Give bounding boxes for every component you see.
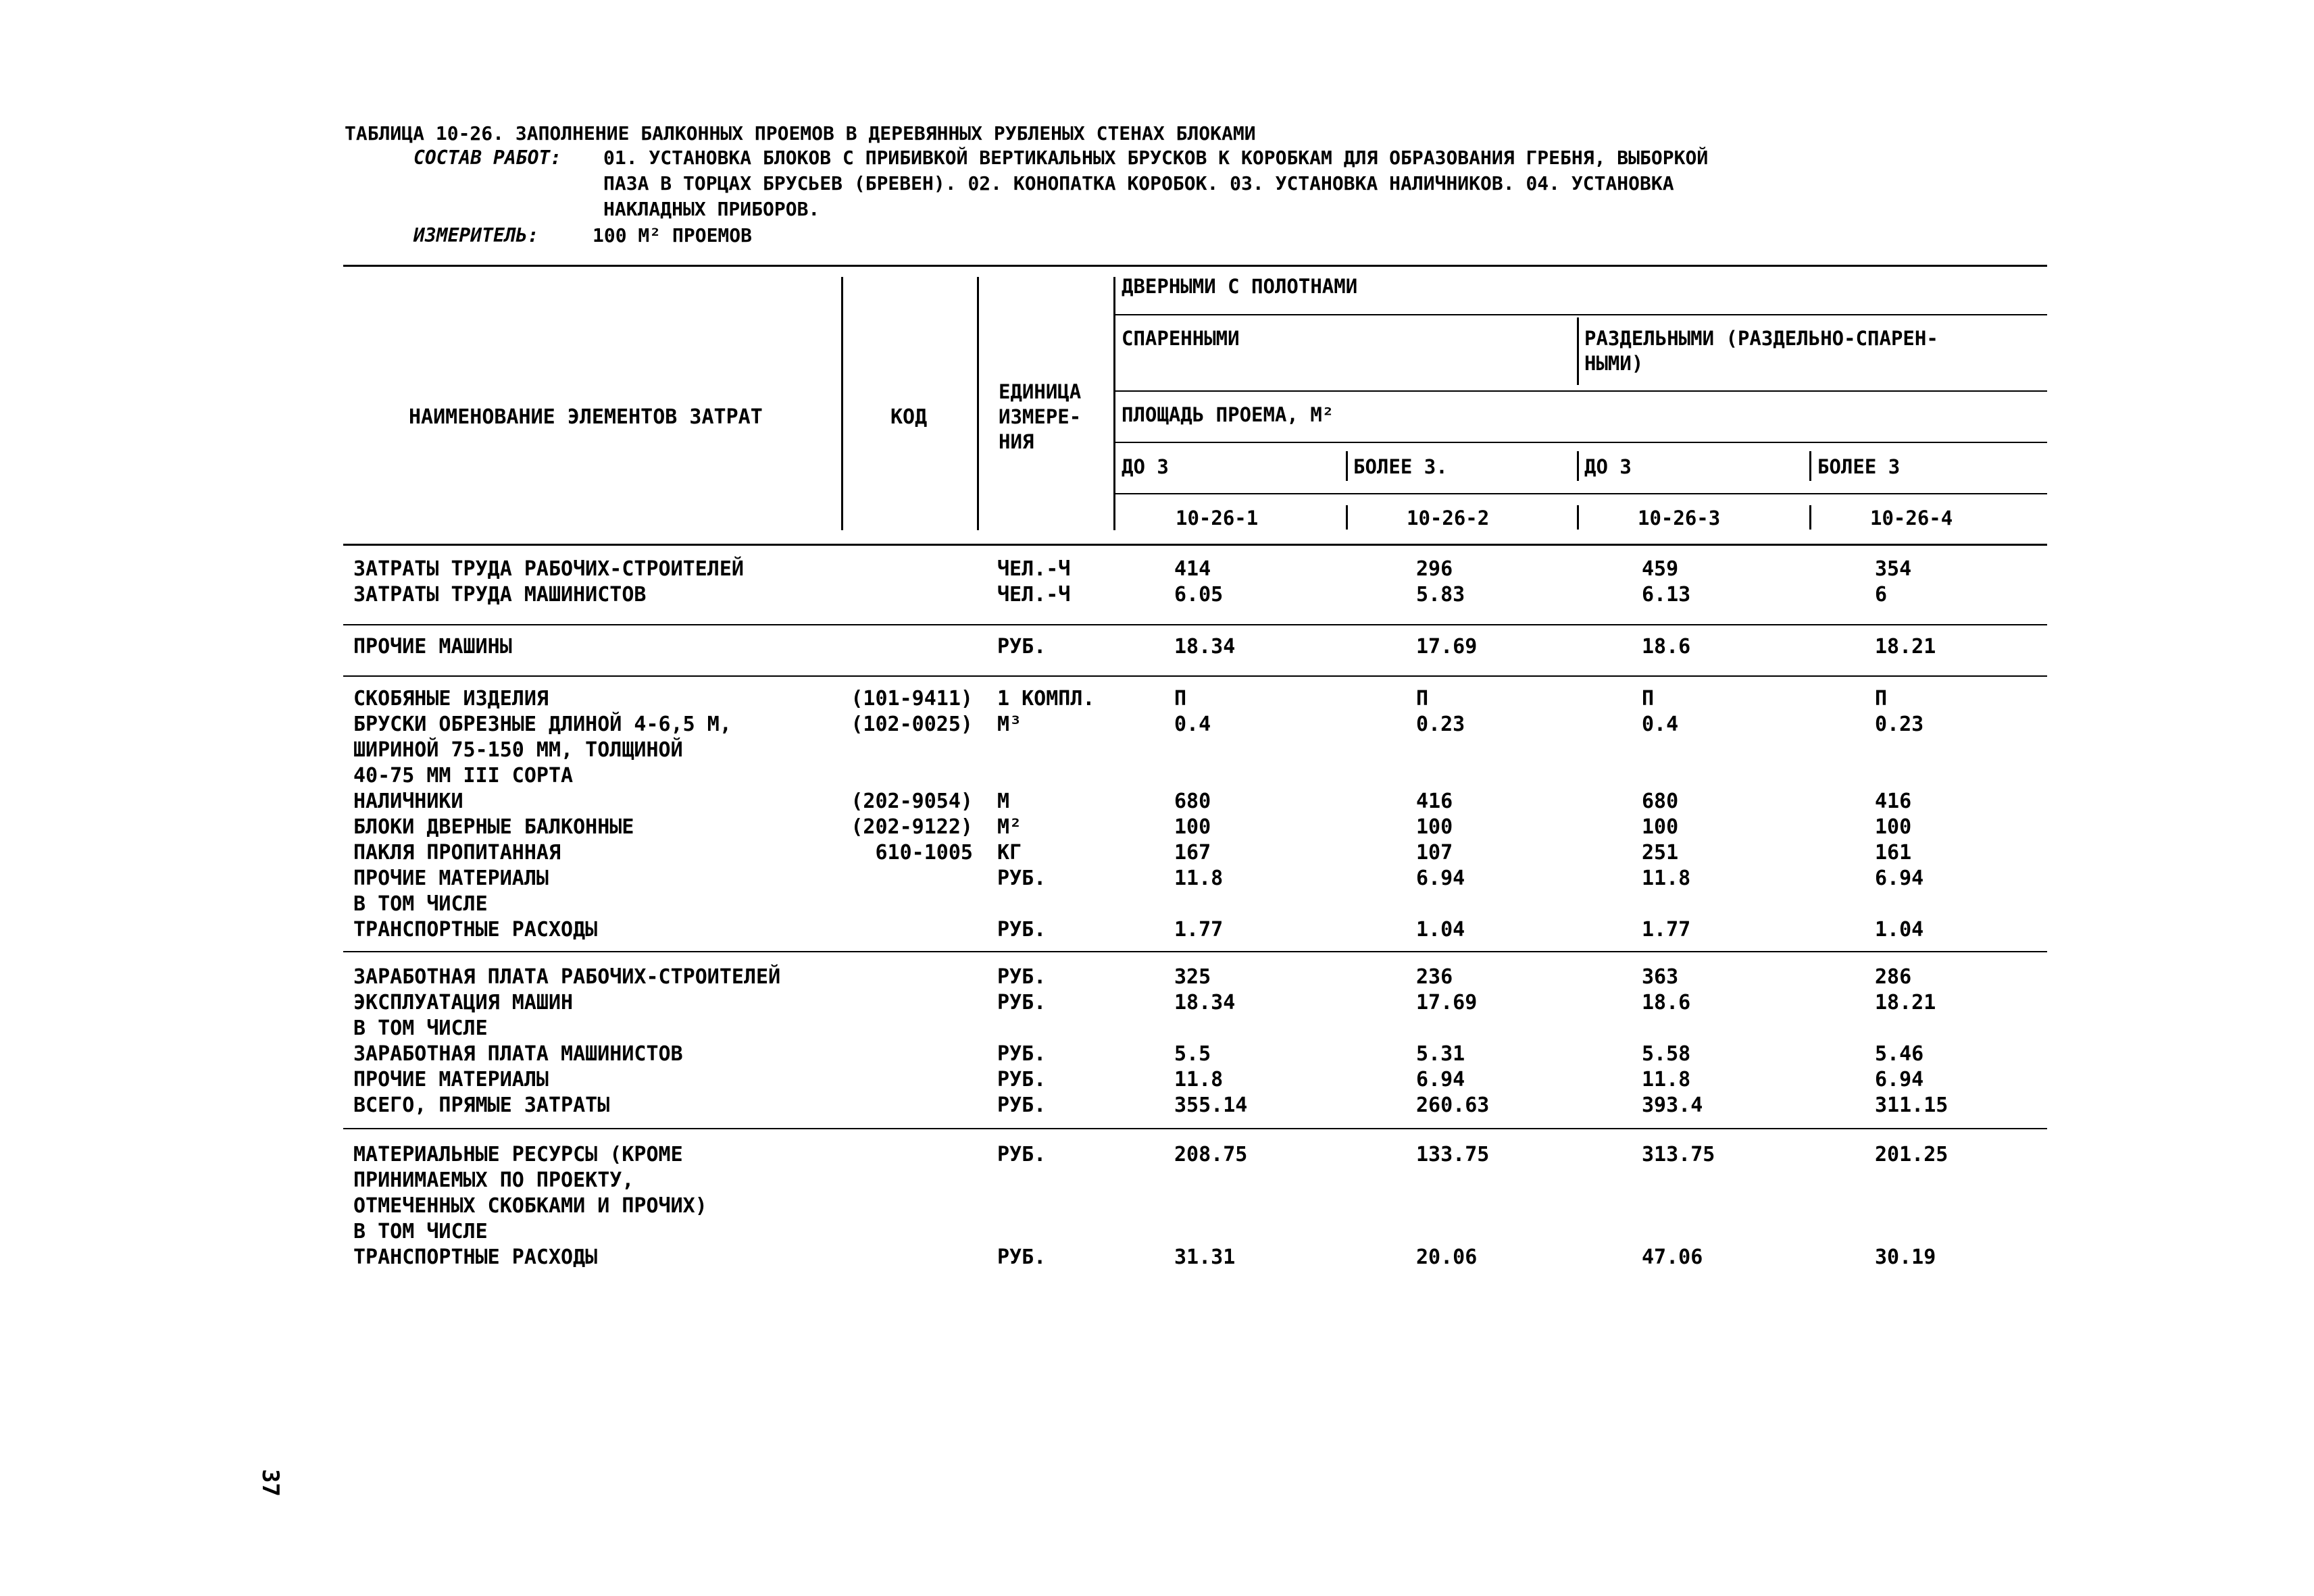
row-value-2: 17.69: [1416, 991, 1478, 1014]
row-unit: РУБ.: [997, 965, 1047, 989]
row-name: ЗАРАБОТНАЯ ПЛАТА РАБОЧИХ-СТРОИТЕЛЕЙ: [353, 965, 781, 989]
header-vline-code: [841, 277, 843, 530]
row-value-4: 18.21: [1875, 635, 1936, 659]
header-vline-separate: [1577, 317, 1579, 385]
header-range-4: БОЛЕЕ 3: [1817, 455, 1901, 478]
row-code: (202-9122): [851, 815, 973, 839]
row-value-1: 11.8: [1174, 867, 1224, 890]
row-value-1: 6.05: [1174, 583, 1224, 607]
header-range-2: БОЛЕЕ 3.: [1353, 455, 1448, 478]
row-value-1: 100: [1174, 815, 1211, 839]
row-name: БРУСКИ ОБРЕЗНЫЕ ДЛИНОЙ 4-6,5 М,: [353, 713, 732, 736]
page-number: 37: [257, 1469, 284, 1497]
header-area: ПЛОЩАДЬ ПРОЕМА, М²: [1122, 403, 1334, 426]
row-unit: КГ: [997, 841, 1022, 865]
header-vline-range-2: [1346, 451, 1348, 481]
row-value-2: 17.69: [1416, 635, 1478, 659]
row-unit: ЧЕЛ.-Ч: [997, 583, 1071, 607]
row-value-4: 0.23: [1875, 713, 1924, 736]
row-value-4: 286: [1875, 965, 1912, 989]
row-value-1: 5.5: [1174, 1042, 1211, 1066]
header-vline-unit: [977, 277, 979, 530]
row-unit: РУБ.: [997, 991, 1047, 1014]
row-code: (101-9411): [851, 687, 973, 711]
row-value-4: 100: [1875, 815, 1912, 839]
row-value-3: 251: [1642, 841, 1679, 865]
row-value-2: 296: [1416, 557, 1453, 581]
row-value-1: П: [1174, 687, 1187, 711]
row-name: В ТОМ ЧИСЛЕ: [353, 892, 488, 916]
row-value-1: 1.77: [1174, 918, 1224, 942]
row-name: МАТЕРИАЛЬНЫЕ РЕСУРСЫ (КРОМЕ: [353, 1143, 683, 1166]
header-rule-type: [1115, 390, 2047, 392]
row-unit: М²: [997, 815, 1022, 839]
row-name: ПРОЧИЕ МАШИНЫ: [353, 635, 512, 659]
row-code: (202-9054): [851, 790, 973, 813]
row-value-2: 0.23: [1416, 713, 1465, 736]
header-vline-code-4: [1809, 505, 1811, 530]
row-name: ЗАРАБОТНАЯ ПЛАТА МАШИНИСТОВ: [353, 1042, 683, 1066]
row-value-1: 414: [1174, 557, 1211, 581]
header-vline-code-3: [1577, 505, 1579, 530]
row-value-2: 6.94: [1416, 1068, 1465, 1091]
sostav-line-2: ПАЗА В ТОРЦАХ БРУСЬЕВ (БРЕВЕН). 02. КОНОПАТКА КОРОБОК. 03. УСТАНОВКА НАЛИЧНИКОВ. 04. УСТАНОВКА: [603, 172, 1674, 195]
sostav-line-3: НАКЛАДНЫХ ПРИБОРОВ.: [603, 198, 820, 220]
row-unit: РУБ.: [997, 1245, 1047, 1269]
header-rule-doors: [1115, 314, 2047, 315]
row-value-2: 5.31: [1416, 1042, 1465, 1066]
izmeritel-label: ИЗМЕРИТЕЛЬ:: [413, 224, 539, 247]
row-value-4: 5.46: [1875, 1042, 1924, 1066]
row-value-2: 6.94: [1416, 867, 1465, 890]
section-rule-3: [343, 951, 2047, 952]
row-name: БЛОКИ ДВЕРНЫЕ БАЛКОННЫЕ: [353, 815, 634, 839]
row-unit: М³: [997, 713, 1022, 736]
row-value-4: 6.94: [1875, 1068, 1924, 1091]
row-name: ПРОЧИЕ МАТЕРИАЛЫ: [353, 867, 549, 890]
row-value-1: 31.31: [1174, 1245, 1236, 1269]
row-name: ПРОЧИЕ МАТЕРИАЛЫ: [353, 1068, 549, 1091]
header-separate-1: РАЗДЕЛЬНЫМИ (РАЗДЕЛЬНО-СПАРЕН-: [1584, 327, 1938, 350]
header-range-1: ДО 3: [1122, 455, 1169, 478]
row-value-3: 1.77: [1642, 918, 1691, 942]
table-title: ТАБЛИЦА 10-26. ЗАПОЛНЕНИЕ БАЛКОННЫХ ПРОЕМОВ В ДЕРЕВЯННЫХ РУБЛЕНЫХ СТЕНАХ БЛОКАМИ: [345, 122, 1256, 145]
row-value-4: 416: [1875, 790, 1912, 813]
row-value-2: 133.75: [1416, 1143, 1490, 1166]
row-value-3: 11.8: [1642, 1068, 1691, 1091]
section-rule-2: [343, 675, 2047, 677]
row-code: (102-0025): [851, 713, 973, 736]
row-value-3: 313.75: [1642, 1143, 1715, 1166]
row-value-2: 20.06: [1416, 1245, 1478, 1269]
header-name: НАИМЕНОВАНИЕ ЭЛЕМЕНТОВ ЗАТРАТ: [409, 405, 763, 429]
row-value-3: 47.06: [1642, 1245, 1703, 1269]
header-range-3: ДО 3: [1584, 455, 1632, 478]
row-unit: РУБ.: [997, 867, 1047, 890]
row-value-3: 363: [1642, 965, 1679, 989]
row-value-2: 236: [1416, 965, 1453, 989]
row-value-1: 325: [1174, 965, 1211, 989]
header-code-3: 10-26-3: [1638, 507, 1721, 530]
header-bottom-rule: [343, 544, 2047, 546]
row-value-1: 167: [1174, 841, 1211, 865]
row-value-3: 18.6: [1642, 991, 1691, 1014]
row-value-4: 354: [1875, 557, 1912, 581]
row-unit: 1 КОМПЛ.: [997, 687, 1095, 711]
header-code-1: 10-26-1: [1176, 507, 1259, 530]
header-unit-2: ИЗМЕРЕ-: [999, 405, 1082, 428]
row-unit: ЧЕЛ.-Ч: [997, 557, 1071, 581]
row-unit: РУБ.: [997, 918, 1047, 942]
row-name: В ТОМ ЧИСЛЕ: [353, 1016, 488, 1040]
row-value-1: 208.75: [1174, 1143, 1248, 1166]
row-value-4: П: [1875, 687, 1888, 711]
row-value-4: 201.25: [1875, 1143, 1948, 1166]
header-rule-area: [1115, 442, 2047, 443]
row-name: ЭКСПЛУАТАЦИЯ МАШИН: [353, 991, 574, 1014]
row-name: ОТМЕЧЕННЫХ СКОБКАМИ И ПРОЧИХ): [353, 1194, 707, 1218]
header-vline-range-4: [1809, 451, 1811, 481]
row-value-3: 0.4: [1642, 713, 1679, 736]
row-value-2: 5.83: [1416, 583, 1465, 607]
sostav-line-1: 01. УСТАНОВКА БЛОКОВ С ПРИБИВКОЙ ВЕРТИКАЛЬНЫХ БРУСКОВ К КОРОБКАМ ДЛЯ ОБРАЗОВАНИЯ ГРЕБНЯ, ВЫБОРКОЙ: [603, 147, 1709, 169]
row-name: ШИРИНОЙ 75-150 ММ, ТОЛЩИНОЙ: [353, 738, 683, 762]
row-value-3: 459: [1642, 557, 1679, 581]
row-value-2: П: [1416, 687, 1429, 711]
header-rule-ranges: [1115, 493, 2047, 494]
header-vline-code-2: [1346, 505, 1348, 530]
section-rule-1: [343, 624, 2047, 625]
row-code: 610-1005: [875, 841, 973, 865]
header-unit-1: ЕДИНИЦА: [999, 380, 1082, 403]
row-value-4: 18.21: [1875, 991, 1936, 1014]
header-code: КОД: [890, 405, 928, 429]
row-name: ТРАНСПОРТНЫЕ РАСХОДЫ: [353, 918, 598, 942]
row-value-1: 18.34: [1174, 991, 1236, 1014]
row-unit: РУБ.: [997, 1093, 1047, 1117]
header-vline-values: [1113, 277, 1115, 530]
row-name: ПРИНИМАЕМЫХ ПО ПРОЕКТУ,: [353, 1168, 634, 1192]
row-value-3: 18.6: [1642, 635, 1691, 659]
row-name: В ТОМ ЧИСЛЕ: [353, 1220, 488, 1243]
header-code-4: 10-26-4: [1870, 507, 1953, 530]
section-rule-4: [343, 1128, 2047, 1129]
row-unit: РУБ.: [997, 1068, 1047, 1091]
row-value-2: 416: [1416, 790, 1453, 813]
row-value-4: 6: [1875, 583, 1888, 607]
row-value-2: 260.63: [1416, 1093, 1490, 1117]
izmeritel-value: 100 М² ПРОЕМОВ: [593, 224, 753, 247]
row-value-3: 11.8: [1642, 867, 1691, 890]
row-value-3: 6.13: [1642, 583, 1691, 607]
row-unit: РУБ.: [997, 635, 1047, 659]
header-unit-3: НИЯ: [999, 430, 1034, 453]
row-value-3: 100: [1642, 815, 1679, 839]
row-name: НАЛИЧНИКИ: [353, 790, 463, 813]
row-value-2: 100: [1416, 815, 1453, 839]
row-value-1: 680: [1174, 790, 1211, 813]
row-name: СКОБЯНЫЕ ИЗДЕЛИЯ: [353, 687, 549, 711]
row-name: ЗАТРАТЫ ТРУДА МАШИНИСТОВ: [353, 583, 647, 607]
header-vline-range-3: [1577, 451, 1579, 481]
row-unit: РУБ.: [997, 1143, 1047, 1166]
row-value-1: 0.4: [1174, 713, 1211, 736]
row-value-1: 18.34: [1174, 635, 1236, 659]
header-top-rule: [343, 265, 2047, 267]
sostav-label: СОСТАВ РАБОТ:: [413, 147, 562, 169]
row-name: 40-75 ММ III СОРТА: [353, 764, 574, 788]
row-value-4: 1.04: [1875, 918, 1924, 942]
row-value-2: 1.04: [1416, 918, 1465, 942]
row-value-4: 311.15: [1875, 1093, 1948, 1117]
row-name: ПАКЛЯ ПРОПИТАННАЯ: [353, 841, 561, 865]
row-value-4: 6.94: [1875, 867, 1924, 890]
row-unit: М: [997, 790, 1010, 813]
row-value-2: 107: [1416, 841, 1453, 865]
row-value-4: 30.19: [1875, 1245, 1936, 1269]
row-value-1: 355.14: [1174, 1093, 1248, 1117]
row-value-1: 11.8: [1174, 1068, 1224, 1091]
row-name: ЗАТРАТЫ ТРУДА РАБОЧИХ-СТРОИТЕЛЕЙ: [353, 557, 744, 581]
row-value-3: 393.4: [1642, 1093, 1703, 1117]
row-value-4: 161: [1875, 841, 1912, 865]
header-paired: СПАРЕННЫМИ: [1122, 327, 1240, 350]
header-doors: ДВЕРНЫМИ С ПОЛОТНАМИ: [1122, 275, 1358, 298]
row-value-3: 680: [1642, 790, 1679, 813]
header-separate-2: НЫМИ): [1584, 352, 1644, 375]
row-name: ТРАНСПОРТНЫЕ РАСХОДЫ: [353, 1245, 598, 1269]
row-name: ВСЕГО, ПРЯМЫЕ ЗАТРАТЫ: [353, 1093, 610, 1117]
row-unit: РУБ.: [997, 1042, 1047, 1066]
header-code-2: 10-26-2: [1407, 507, 1490, 530]
row-value-3: 5.58: [1642, 1042, 1691, 1066]
row-value-3: П: [1642, 687, 1655, 711]
